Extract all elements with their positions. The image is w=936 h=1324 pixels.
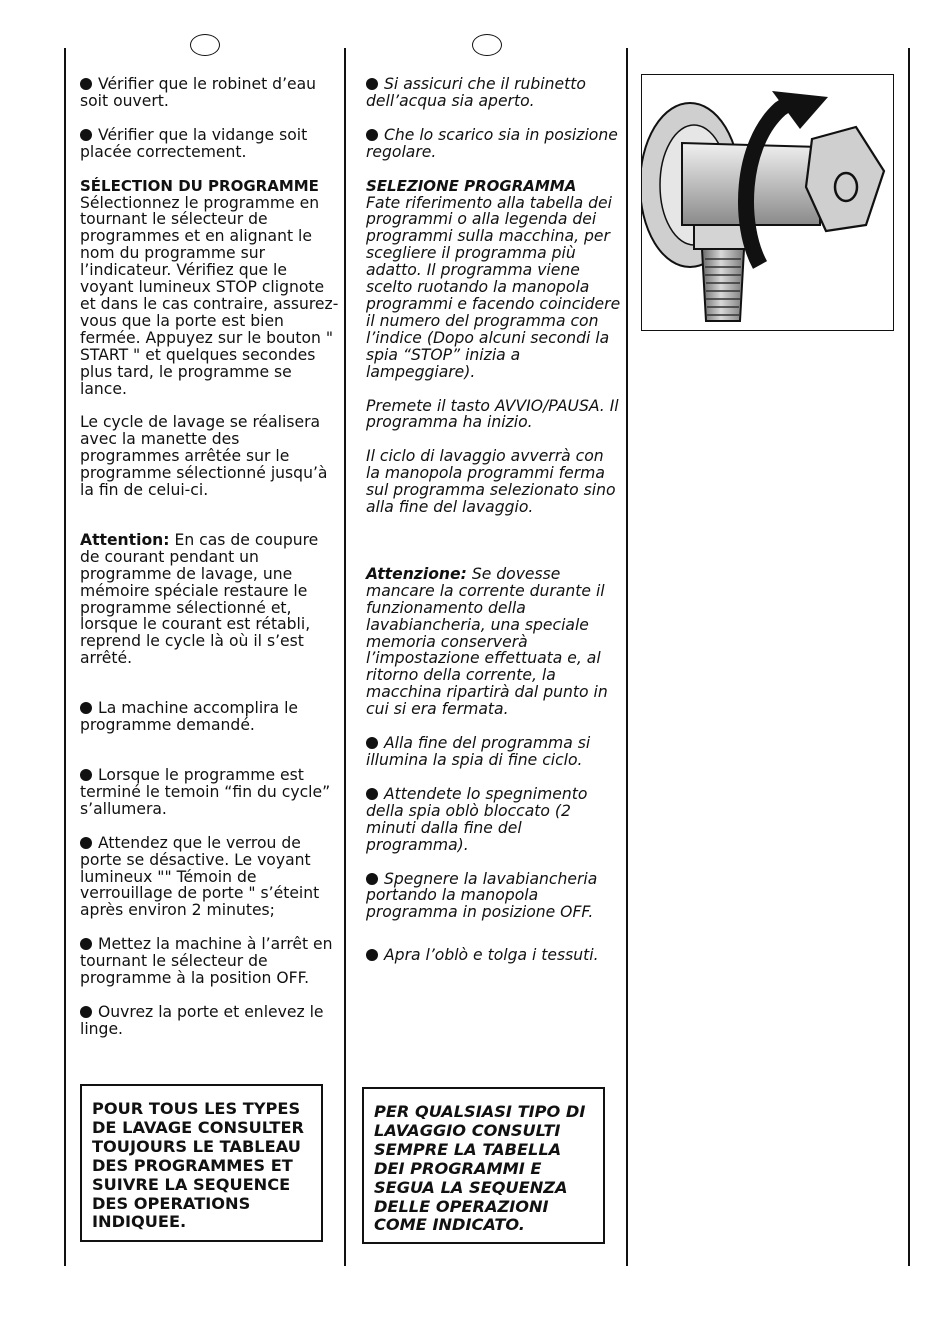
column-divider-3 [626,48,628,1266]
column-divider-1 [64,48,66,1266]
italian-bullet-3: Spegnere la lavabiancheria portando la manopola programma in posizione OFF. [366,869,598,922]
italian-paragraph-1: Si assicuri che il rubinetto dell’acqua sia aperto. [366,75,586,110]
italian-cycle-text: Il ciclo di lavaggio avverrà con la manopola programmi ferma sul programma selezionato sino alla fine del lavaggio. [366,447,616,517]
italian-selection-text: Fate riferimento alla tabella dei programmi o alla legenda dei programmi sulla macchina, per scegliere il programma più adatto. Il programma viene scelto ruotando la manopola programmi e facendo coincidere il numero del programma con l’indice (Dopo alcuni secondi la spia “STOP” inizia a lampeggiare). [366,193,621,381]
bullet-icon [80,1006,92,1018]
italian-start-text: Premete il tasto AVVIO/PAUSA. Il programma ha inizio. [366,396,619,432]
italian-notice-box: PER QUALSIASI TIPO DI LAVAGGIO CONSULTI SEMPRE LA TABELLA DEI PROGRAMMI E SEGUA LA SEQUENZA DELLE OPERAZIONI COME INDICATO. [362,1087,605,1244]
french-cycle-text: Le cycle de lavage se réalisera avec la manette des programmes arrêtée sur le programme sélectionné jusqu’à la fin de celui-ci. [80,413,328,500]
column-divider-4 [908,48,910,1266]
bullet-icon [366,788,378,800]
bullet-icon [80,129,92,141]
italian-bullet-2: Attendete lo spegnimento della spia oblò bloccato (2 minuti dalla fine del programma). [366,784,588,854]
language-marker-french [190,34,220,56]
bullet-icon [80,938,92,950]
french-paragraph-1: Vérifier que le robinet d’eau soit ouvert. [80,75,317,110]
french-notice-box: POUR TOUS LES TYPES DE LAVAGE CONSULTER TOUJOURS LE TABLEAU DES PROGRAMMES ET SUIVRE LA SEQUENCE DES OPERATIONS INDIQUEE. [80,1084,323,1242]
language-marker-italian [472,34,502,56]
bullet-icon [80,769,92,781]
column-divider-2 [344,48,346,1266]
french-selection-text: Sélectionnez le programme en tournant le sélecteur de programmes et en alignant le nom du programme sur l’indicateur. Vérifiez que le voyant lumineux STOP clignote et dans le cas contraire, assurez-vous que la porte est bien fermée. Appuyez sur le bouton " START " et quelques secondes plus tard, le programme se lance. [80,193,339,398]
french-bullet-2: Lorsque le programme est terminé le temoin “fin du cycle” s’allumera. [80,766,331,818]
french-bullet-4: Mettez la machine à l’arrêt en tournant le sélecteur de programme à la position OFF. [80,935,333,988]
bullet-icon [366,129,378,141]
french-bullet-5: Ouvrez la porte et enlevez le linge. [80,1002,324,1038]
french-attention: Attention: En cas de coupure de courant pendant un programme de lavage, une mémoire spéciale restaure le programme sélectionné et, lorsque le courant est rétabli, reprend le cycle là où il s’est arrêté. [80,530,319,668]
italian-selection-title: SELEZIONE PROGRAMMA [366,176,577,195]
water-tap-icon [642,75,894,331]
italian-bullet-1: Alla fine del programma si illumina la spia di fine ciclo. [366,734,591,769]
bullet-icon [366,873,378,885]
tap-illustration [641,74,894,331]
french-bullet-3: Attendez que le verrou de porte se désactive. Le voyant lumineux "" Témoin de verrouillage de porte " s’éteint après environ 2 minutes; [80,833,320,920]
italian-paragraph-2: Che lo scarico sia in posizione regolare. [366,125,618,161]
italian-attention: Attenzione: Se dovesse mancare la corrente durante il funzionamento della lavabiancheria, una speciale memoria conserverà l’impostazione effettuata e, al ritorno della corrente, la macchina ripartirà dal punto in cui si era fermata. [366,564,608,719]
bullet-icon [80,702,92,714]
french-selection-title: SÉLECTION DU PROGRAMME [80,176,319,195]
italian-bullet-4: Apra l’oblò e tolga i tessuti. [366,947,622,964]
bullet-icon [366,78,378,90]
bullet-icon [366,737,378,749]
bullet-icon [80,837,92,849]
french-bullet-1: La machine accomplira le programme demandé. [80,699,299,735]
french-column [80,76,342,1038]
bullet-icon [80,78,92,90]
italian-column [366,76,622,964]
bullet-icon [366,949,378,961]
french-paragraph-2: Vérifier que la vidange soit placée correctement. [80,125,308,161]
